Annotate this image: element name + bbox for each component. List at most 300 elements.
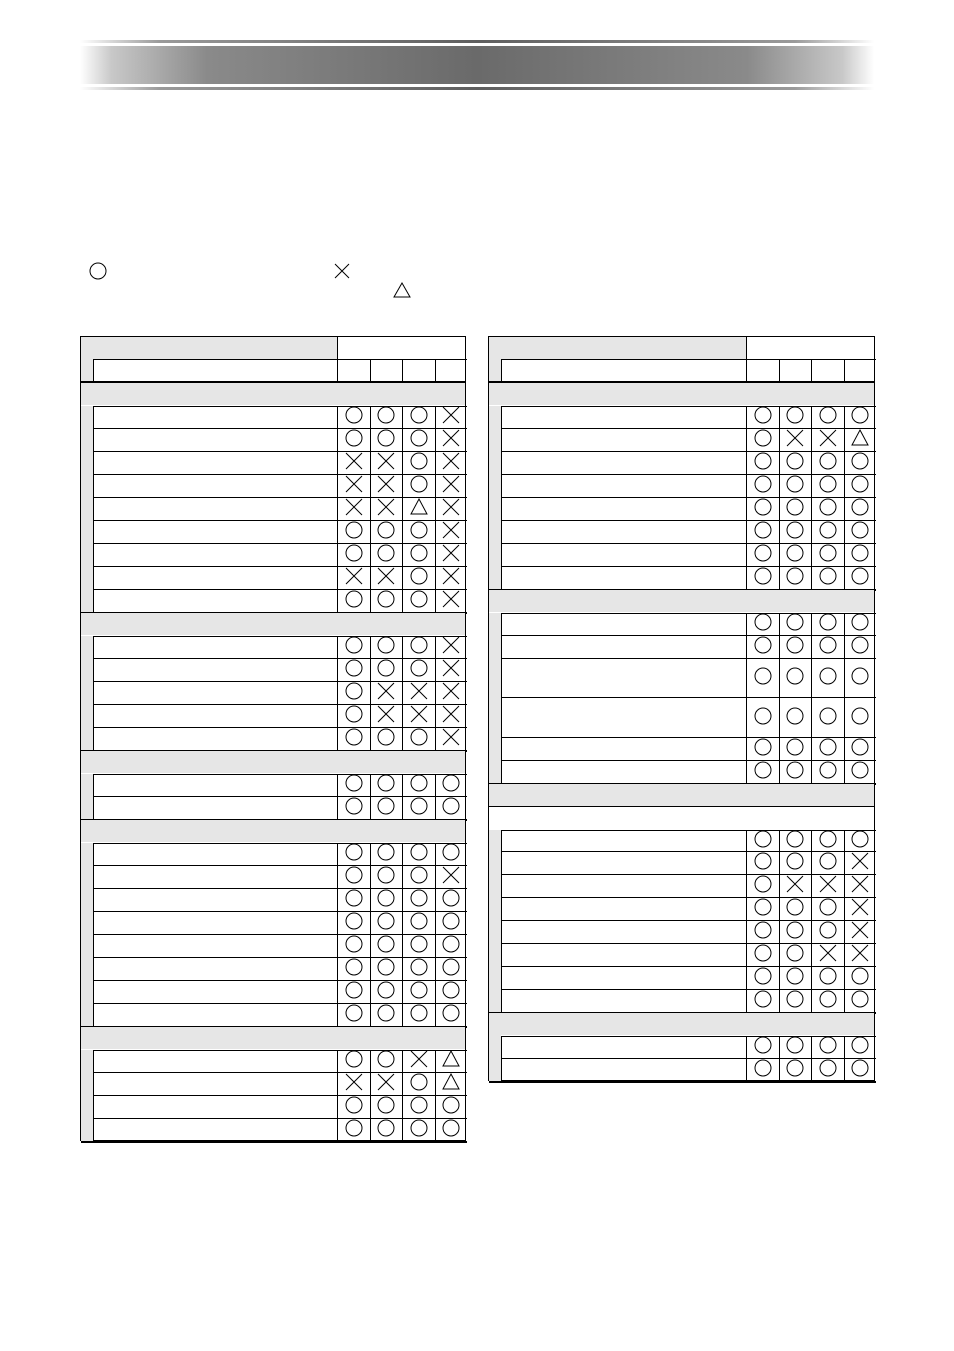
circle-icon <box>785 451 805 476</box>
circle-icon <box>753 666 773 691</box>
cell-circle <box>337 774 370 797</box>
circle-icon <box>441 796 461 821</box>
circle-icon <box>850 666 870 691</box>
circle-icon <box>409 727 429 752</box>
cell-circle <box>844 738 877 761</box>
circle-icon <box>409 888 429 913</box>
row-label <box>93 866 337 889</box>
section-header-4 <box>81 820 465 842</box>
cell-circle <box>811 544 844 567</box>
cell-circle <box>402 475 435 498</box>
table-row <box>501 898 874 921</box>
cell-circle <box>779 698 812 738</box>
cell-circle <box>435 1096 468 1119</box>
cell-cross <box>435 636 468 659</box>
cell-circle <box>402 797 435 820</box>
cell-circle <box>370 544 403 567</box>
circle-icon <box>818 1058 838 1083</box>
table-row <box>93 935 465 958</box>
section-header-3 <box>489 784 874 806</box>
table-row <box>93 958 465 981</box>
cell-circle <box>844 498 877 521</box>
section-gutter-5 <box>81 1050 93 1142</box>
cell-circle <box>337 659 370 682</box>
row-label <box>501 567 746 590</box>
circle-icon <box>753 829 773 854</box>
cell-circle <box>811 738 844 761</box>
table-row <box>93 544 465 567</box>
circle-icon <box>376 405 396 430</box>
circle-icon <box>818 897 838 922</box>
cell-circle <box>370 521 403 544</box>
circle-icon <box>344 934 364 959</box>
cell-circle <box>746 852 779 875</box>
cell-cross <box>435 406 468 429</box>
cross-icon <box>344 497 364 522</box>
circle-icon <box>441 773 461 798</box>
section-gutter-3 <box>81 774 93 820</box>
circle-icon <box>344 911 364 936</box>
cell-circle <box>779 544 812 567</box>
circle-icon <box>441 911 461 936</box>
table-row <box>501 636 874 659</box>
circle-icon <box>850 405 870 430</box>
section-header-4 <box>489 1013 874 1035</box>
cell-circle <box>746 875 779 898</box>
circle-icon <box>344 1003 364 1028</box>
circle-icon <box>785 1058 805 1083</box>
circle-icon <box>344 589 364 614</box>
cell-cross <box>337 498 370 521</box>
circle-icon <box>850 966 870 991</box>
cell-circle <box>811 990 844 1013</box>
cell-circle <box>337 981 370 1004</box>
table-row <box>93 475 465 498</box>
circle-icon <box>850 497 870 522</box>
circle-icon <box>344 727 364 752</box>
circle-icon <box>376 1003 396 1028</box>
circle-icon <box>409 980 429 1005</box>
circle-icon <box>818 405 838 430</box>
table-row <box>93 843 465 866</box>
triangle-icon <box>441 1049 461 1074</box>
table-row <box>501 429 874 452</box>
circle-icon <box>753 451 773 476</box>
cell-circle <box>811 921 844 944</box>
circle-icon <box>753 989 773 1014</box>
cell-circle <box>746 406 779 429</box>
circle-icon <box>409 1095 429 1120</box>
circle-icon <box>376 727 396 752</box>
row-label <box>501 738 746 761</box>
circle-icon <box>753 497 773 522</box>
cell-circle <box>435 889 468 912</box>
row-label <box>501 1036 746 1059</box>
cross-icon <box>376 474 396 499</box>
cross-icon <box>376 497 396 522</box>
cell-circle <box>370 797 403 820</box>
cell-circle <box>435 797 468 820</box>
table-row <box>93 1073 465 1096</box>
subheader-column-3 <box>402 359 435 381</box>
circle-icon <box>409 773 429 798</box>
row-label <box>93 935 337 958</box>
cell-circle <box>337 682 370 705</box>
cross-icon <box>441 451 461 476</box>
circle-icon <box>409 796 429 821</box>
circle-icon <box>785 966 805 991</box>
cell-circle <box>779 921 812 944</box>
row-label <box>501 613 746 636</box>
cell-cross <box>370 567 403 590</box>
cell-circle <box>337 705 370 728</box>
circle-icon <box>850 635 870 660</box>
row-label <box>93 406 337 429</box>
cell-circle <box>779 475 812 498</box>
cross-icon <box>850 874 870 899</box>
circle-icon <box>441 1118 461 1143</box>
row-label <box>93 544 337 567</box>
cell-circle <box>746 636 779 659</box>
cell-circle <box>844 567 877 590</box>
circle-icon <box>785 666 805 691</box>
cell-circle <box>370 1096 403 1119</box>
table-row <box>501 990 874 1013</box>
circle-icon <box>818 566 838 591</box>
cell-circle <box>402 774 435 797</box>
circle-icon <box>753 897 773 922</box>
circle-icon <box>785 566 805 591</box>
cell-circle <box>402 1073 435 1096</box>
section-header-5 <box>81 1027 465 1049</box>
cell-circle <box>402 889 435 912</box>
row-label <box>93 843 337 866</box>
row-label <box>93 1004 337 1027</box>
section-header-1 <box>489 383 874 405</box>
cell-circle <box>370 1050 403 1073</box>
table-row <box>501 544 874 567</box>
triangle-icon <box>850 428 870 453</box>
cell-circle <box>337 636 370 659</box>
circle-icon <box>344 428 364 453</box>
row-label <box>93 475 337 498</box>
triangle-icon <box>409 497 429 522</box>
cell-circle <box>370 958 403 981</box>
row-label <box>501 521 746 544</box>
cross-icon <box>441 405 461 430</box>
circle-icon <box>376 773 396 798</box>
circle-icon <box>785 1035 805 1060</box>
cell-circle <box>370 866 403 889</box>
circle-icon <box>753 474 773 499</box>
circle-icon <box>818 474 838 499</box>
table-row <box>501 1059 874 1082</box>
cell-cross <box>435 728 468 751</box>
circle-icon <box>753 851 773 876</box>
cell-circle <box>779 1036 812 1059</box>
cell-triangle <box>844 429 877 452</box>
circle-icon <box>753 1058 773 1083</box>
circle-icon <box>409 842 429 867</box>
circle-icon <box>344 1095 364 1120</box>
cell-circle <box>435 774 468 797</box>
title-band <box>80 46 874 84</box>
circle-icon <box>818 737 838 762</box>
circle-icon <box>409 451 429 476</box>
circle-icon <box>409 1003 429 1028</box>
cell-circle <box>746 921 779 944</box>
row-label <box>501 636 746 659</box>
row-label <box>501 452 746 475</box>
cell-circle <box>337 406 370 429</box>
cell-circle <box>402 958 435 981</box>
cell-circle <box>370 912 403 935</box>
circle-icon <box>344 635 364 660</box>
cell-circle <box>811 636 844 659</box>
circle-icon <box>376 1049 396 1074</box>
cross-icon <box>441 658 461 683</box>
cell-cross <box>402 682 435 705</box>
cell-circle <box>844 406 877 429</box>
table-row <box>93 774 465 797</box>
subheader-label <box>501 359 746 381</box>
row-label <box>501 1059 746 1082</box>
section-header-rule <box>489 806 874 807</box>
cell-cross <box>435 682 468 705</box>
cell-circle <box>779 521 812 544</box>
cell-circle <box>779 830 812 852</box>
cross-icon <box>409 704 429 729</box>
circle-icon <box>409 911 429 936</box>
cell-circle <box>746 452 779 475</box>
circle-icon <box>344 520 364 545</box>
cell-circle <box>337 958 370 981</box>
cell-circle <box>811 1059 844 1082</box>
subheader-column-1 <box>746 359 779 381</box>
cell-circle <box>402 636 435 659</box>
circle-icon <box>344 957 364 982</box>
circle-icon <box>785 497 805 522</box>
cell-circle <box>746 1036 779 1059</box>
circle-icon <box>753 1035 773 1060</box>
section-gutter-1 <box>81 406 93 613</box>
cross-icon <box>344 451 364 476</box>
row-label <box>501 967 746 990</box>
cell-circle <box>402 590 435 613</box>
cell-cross <box>844 852 877 875</box>
cross-icon <box>441 474 461 499</box>
circle-icon <box>376 957 396 982</box>
circle-icon <box>441 957 461 982</box>
circle-icon <box>753 612 773 637</box>
table-row <box>501 475 874 498</box>
cell-cross <box>435 452 468 475</box>
compatibility-table-left <box>80 336 466 1141</box>
subheader-column-4 <box>435 359 468 381</box>
table-row <box>501 698 874 738</box>
table-row <box>501 521 874 544</box>
cell-circle <box>779 1059 812 1082</box>
cell-cross <box>370 705 403 728</box>
cell-circle <box>811 698 844 738</box>
table-row <box>501 921 874 944</box>
cell-triangle <box>435 1050 468 1073</box>
cell-circle <box>811 852 844 875</box>
cell-circle <box>337 889 370 912</box>
row-label <box>501 944 746 967</box>
cell-circle <box>746 1059 779 1082</box>
cell-circle <box>402 981 435 1004</box>
circle-icon <box>409 865 429 890</box>
circle-icon <box>818 989 838 1014</box>
circle-icon <box>376 911 396 936</box>
row-label <box>93 636 337 659</box>
cell-circle <box>746 738 779 761</box>
row-label <box>501 498 746 521</box>
cell-cross <box>370 475 403 498</box>
circle-icon <box>409 957 429 982</box>
cell-circle <box>844 613 877 636</box>
subheader-column-1 <box>337 359 370 381</box>
cell-circle <box>435 1004 468 1027</box>
cell-circle <box>370 429 403 452</box>
section-gutter-4 <box>489 1036 501 1082</box>
table-row <box>93 728 465 751</box>
cross-icon <box>850 920 870 945</box>
table-row <box>93 889 465 912</box>
cell-cross <box>370 498 403 521</box>
cell-triangle <box>435 1073 468 1096</box>
circle-icon <box>818 451 838 476</box>
row-label <box>501 475 746 498</box>
cell-circle <box>811 498 844 521</box>
cell-circle <box>746 613 779 636</box>
cross-icon <box>441 497 461 522</box>
circle-icon <box>344 865 364 890</box>
cell-circle <box>746 830 779 852</box>
cross-icon <box>850 897 870 922</box>
cell-circle <box>779 659 812 698</box>
circle-icon <box>376 796 396 821</box>
cell-cross <box>370 452 403 475</box>
circle-icon <box>441 934 461 959</box>
circle-icon <box>753 920 773 945</box>
circle-icon <box>753 520 773 545</box>
cell-circle <box>746 761 779 784</box>
cell-cross <box>402 1050 435 1073</box>
row-label <box>93 958 337 981</box>
cell-circle <box>337 590 370 613</box>
circle-icon <box>818 760 838 785</box>
subheader-gutter <box>81 359 93 381</box>
circle-icon <box>344 888 364 913</box>
cell-cross <box>435 498 468 521</box>
circle-icon <box>441 888 461 913</box>
circle-icon <box>785 612 805 637</box>
circle-icon <box>850 737 870 762</box>
cell-circle <box>746 990 779 1013</box>
circle-icon <box>441 1095 461 1120</box>
cell-circle <box>811 1036 844 1059</box>
table-row <box>93 429 465 452</box>
cell-circle <box>811 613 844 636</box>
cell-circle <box>746 659 779 698</box>
circle-icon <box>344 796 364 821</box>
cell-cross <box>435 705 468 728</box>
circle-icon <box>785 706 805 731</box>
table-row <box>501 875 874 898</box>
circle-icon <box>344 658 364 683</box>
circle-icon <box>818 612 838 637</box>
subheader-gutter <box>489 359 501 381</box>
circle-icon <box>344 842 364 867</box>
circle-icon <box>409 635 429 660</box>
circle-icon <box>376 842 396 867</box>
table-row <box>93 1096 465 1119</box>
table-row <box>93 1004 465 1027</box>
circle-icon <box>785 635 805 660</box>
row-label <box>501 698 746 738</box>
row-label <box>93 728 337 751</box>
cell-circle <box>337 935 370 958</box>
row-label <box>93 498 337 521</box>
row-label <box>501 406 746 429</box>
row-label <box>501 990 746 1013</box>
cell-circle <box>370 935 403 958</box>
circle-icon <box>753 943 773 968</box>
circle-icon <box>818 706 838 731</box>
section-header-1 <box>81 383 465 405</box>
circle-icon <box>344 704 364 729</box>
table-header <box>81 337 337 359</box>
table-row <box>93 1050 465 1073</box>
circle-icon <box>409 658 429 683</box>
circle-icon <box>409 405 429 430</box>
table-row <box>501 452 874 475</box>
circle-icon <box>409 934 429 959</box>
cell-circle <box>337 544 370 567</box>
cell-cross <box>402 705 435 728</box>
cell-circle <box>844 544 877 567</box>
cell-circle <box>779 738 812 761</box>
circle-icon <box>376 888 396 913</box>
cross-icon <box>344 566 364 591</box>
cell-circle <box>337 1050 370 1073</box>
circle-icon <box>785 851 805 876</box>
circle-icon <box>376 980 396 1005</box>
cell-circle <box>746 698 779 738</box>
circle-icon <box>376 934 396 959</box>
subheader-column-2 <box>779 359 812 381</box>
circle-icon <box>818 966 838 991</box>
title-top-rule <box>80 40 874 43</box>
circle-icon <box>344 543 364 568</box>
cell-circle <box>844 521 877 544</box>
circle-icon <box>344 681 364 706</box>
table-row <box>93 521 465 544</box>
cell-circle <box>811 567 844 590</box>
circle-icon <box>850 451 870 476</box>
cell-circle <box>811 761 844 784</box>
cell-circle <box>402 728 435 751</box>
cell-circle <box>370 406 403 429</box>
cell-circle <box>746 898 779 921</box>
cell-circle <box>746 567 779 590</box>
cell-circle <box>746 967 779 990</box>
cross-icon <box>441 428 461 453</box>
circle-icon <box>785 737 805 762</box>
cross-icon <box>376 1072 396 1097</box>
